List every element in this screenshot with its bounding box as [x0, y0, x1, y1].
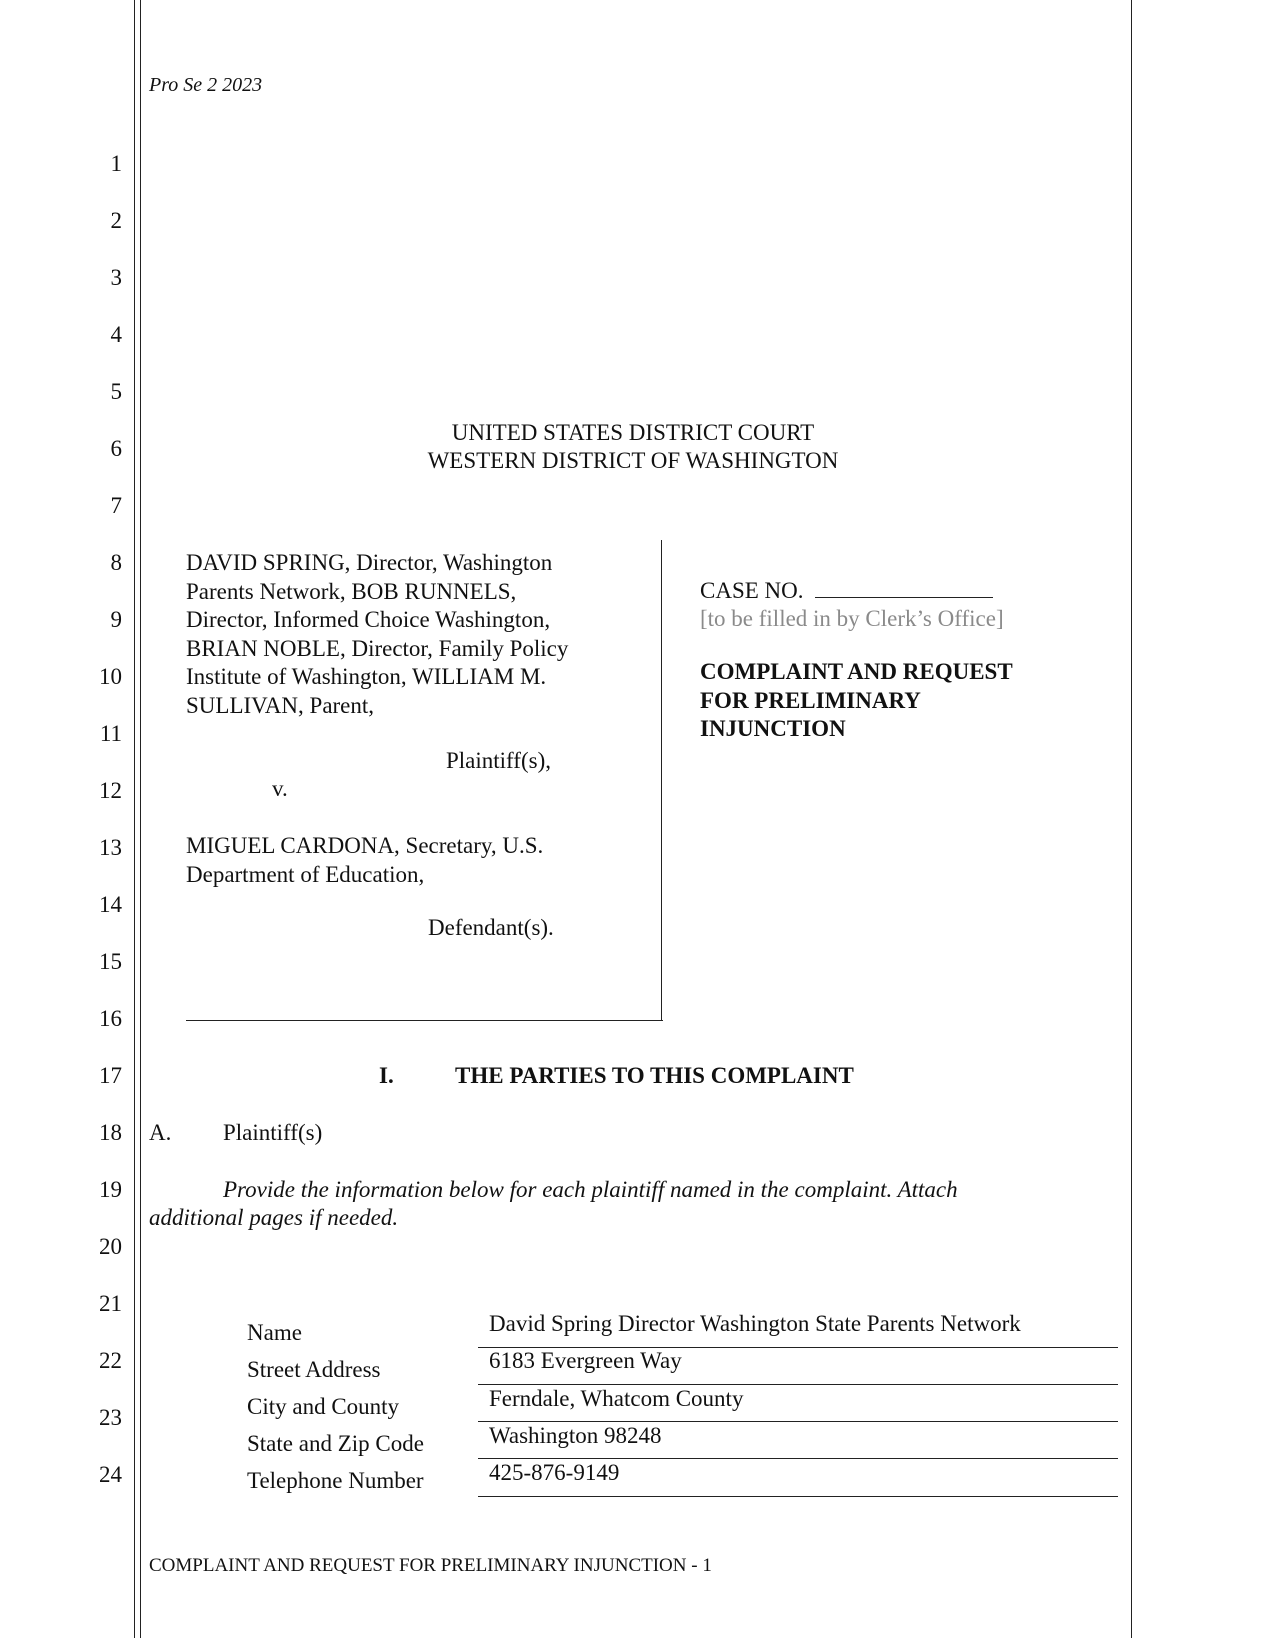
line-number: 14	[99, 892, 122, 917]
line-number: 13	[99, 835, 122, 860]
subsection-letter: A.	[149, 1120, 172, 1145]
field-value-telephone: 425-876-9149	[489, 1460, 620, 1485]
field-value-name: David Spring Director Washington State Parents Network	[489, 1311, 1021, 1336]
case-number-label: CASE NO.	[700, 578, 804, 603]
instruction-line-2: additional pages if needed.	[149, 1205, 399, 1230]
field-label-city: City and County	[247, 1394, 400, 1419]
document-title-line: COMPLAINT AND REQUEST	[700, 659, 1013, 684]
case-number	[700, 577, 993, 606]
instruction-line-1: Provide the information below for each plaintiff named in the complaint. Attach	[223, 1177, 958, 1202]
defendants-line: MIGUEL CARDONA, Secretary, U.S.	[186, 833, 544, 858]
line-number: 1	[110, 151, 122, 176]
field-label-state-zip: State and Zip Code	[247, 1431, 424, 1456]
line-number: 12	[99, 778, 122, 803]
plaintiffs-line: SULLIVAN, Parent,	[186, 692, 375, 718]
court-name: UNITED STATES DISTRICT COURT	[451, 420, 815, 445]
line-number: 20	[99, 1234, 122, 1259]
field-label-street: Street Address	[247, 1357, 381, 1382]
line-number: 4	[110, 322, 122, 347]
section-number: I.	[379, 1063, 394, 1088]
field-value-city: Ferndale, Whatcom County	[489, 1386, 744, 1411]
form-id-header: Pro Se 2 2023	[149, 74, 263, 96]
line-number: 23	[99, 1405, 122, 1430]
line-number: 15	[99, 949, 122, 974]
court-district: WESTERN DISTRICT OF WASHINGTON	[427, 448, 839, 473]
plaintiffs-line: BRIAN NOBLE, Director, Family Policy	[186, 635, 569, 661]
page-footer: COMPLAINT AND REQUEST FOR PRELIMINARY INJUNCTION - 1	[149, 1555, 712, 1576]
line-number: 19	[99, 1177, 122, 1202]
right-margin-rule	[1131, 0, 1132, 1638]
subsection-title: Plaintiff(s)	[223, 1120, 323, 1145]
line-number: 3	[110, 265, 122, 290]
document-title-line: FOR PRELIMINARY	[700, 687, 921, 713]
left-margin-rule-inner	[140, 0, 141, 1638]
defendants-line: Department of Education,	[186, 861, 425, 887]
line-number: 22	[99, 1348, 122, 1373]
line-number: 10	[99, 664, 122, 689]
section-title: THE PARTIES TO THIS COMPLAINT	[455, 1063, 854, 1088]
document-title-line: INJUNCTION	[700, 716, 846, 741]
line-number: 5	[110, 379, 122, 404]
line-number: 9	[110, 607, 122, 632]
plaintiffs-line: Director, Informed Choice Washington,	[186, 607, 551, 632]
line-number: 2	[110, 208, 122, 233]
line-number: 11	[99, 721, 122, 746]
field-label-telephone: Telephone Number	[247, 1468, 424, 1493]
case-number-hint: [to be filled in by Clerk’s Office]	[700, 606, 1004, 631]
plaintiffs-line: Parents Network, BOB RUNNELS,	[186, 578, 517, 604]
field-underline	[478, 1496, 1118, 1497]
plaintiffs-line: DAVID SPRING, Director, Washington	[186, 550, 553, 575]
line-number: 17	[99, 1063, 122, 1088]
caption-box-right-rule	[661, 540, 662, 1021]
line-number: 8	[110, 550, 122, 575]
field-value-street: 6183 Evergreen Way	[489, 1348, 682, 1373]
caption-box-bottom-rule	[186, 1020, 663, 1021]
plaintiffs-block	[186, 549, 568, 720]
plaintiffs-role: Plaintiff(s),	[446, 748, 551, 773]
document-title	[700, 658, 1013, 744]
line-number: 7	[110, 493, 122, 518]
versus: v.	[272, 776, 288, 801]
field-value-state-zip: Washington 98248	[489, 1423, 662, 1448]
line-number: 18	[99, 1120, 122, 1145]
left-margin-rule-outer	[134, 0, 135, 1638]
line-number: 21	[99, 1291, 122, 1316]
case-number-blank	[815, 579, 993, 598]
field-label-name: Name	[247, 1320, 302, 1345]
defendants-role: Defendant(s).	[428, 915, 554, 940]
plaintiffs-line: Institute of Washington, WILLIAM M.	[186, 664, 547, 689]
line-number: 16	[99, 1006, 122, 1031]
defendants-block	[186, 832, 543, 889]
line-number: 6	[110, 436, 122, 461]
line-number: 24	[99, 1462, 122, 1487]
